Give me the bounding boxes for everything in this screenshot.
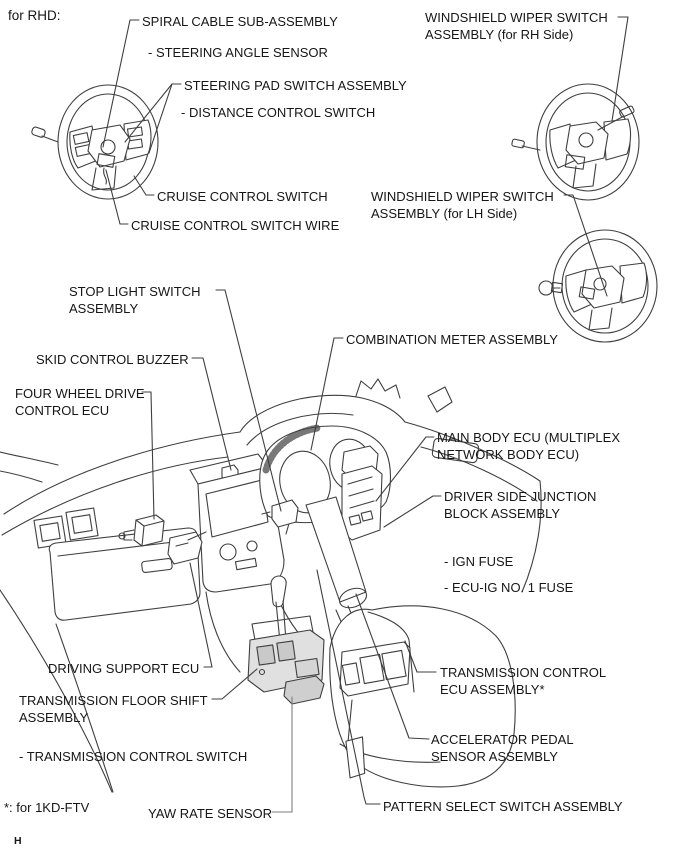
junction-block-part — [342, 446, 382, 540]
shift-knob — [271, 576, 286, 607]
callout-driving-support-ecu: DRIVING SUPPORT ECU — [48, 661, 200, 676]
callout-steering-pad-switch-assembly: STEERING PAD SWITCH ASSEMBLY — [184, 78, 407, 93]
leader-skid-buzzer — [192, 358, 231, 470]
wiper-lever-lh-knob — [539, 281, 553, 295]
floor-shift-part — [248, 576, 324, 704]
leader-yaw-rate — [272, 697, 292, 812]
variant-label: for RHD: — [8, 8, 61, 23]
steering-wheel-lh-drawing — [539, 230, 657, 342]
footnote: *: for 1KD-FTV — [4, 800, 90, 815]
callout-skid-control-buzzer: SKID CONTROL BUZZER — [36, 352, 189, 367]
leader-cruise-switch — [134, 176, 154, 195]
callout-four-wheel-drive-control-ecu: FOUR WHEEL DRIVE CONTROL ECU — [15, 386, 145, 418]
defroster-grille — [356, 379, 400, 398]
callout-ign-fuse: - IGN FUSE — [444, 554, 514, 569]
callout-transmission-floor-shift-assembly: TRANSMISSION FLOOR SHIFT ASSEMBLY — [19, 693, 208, 725]
callout-accelerator-pedal-sensor-assembly: ACCELERATOR PEDAL SENSOR ASSEMBLY — [431, 732, 574, 764]
callout-pattern-select-switch-assembly: PATTERN SELECT SWITCH ASSEMBLY — [383, 799, 623, 814]
callout-ecu-ig-no-1-fuse: - ECU-IG NO. 1 FUSE — [444, 580, 574, 595]
leader-cruise-wire — [106, 170, 128, 224]
steering-wheel-rh-drawing — [512, 84, 639, 200]
callout-distance-control-switch: - DISTANCE CONTROL SWITCH — [181, 105, 376, 120]
callout-windshield-wiper-switch-lh: WINDSHIELD WIPER SWITCH ASSEMBLY (for LH Side) — [371, 189, 554, 221]
page-marker: H — [14, 835, 22, 847]
leader-wiper-rh — [612, 17, 628, 121]
callout-cruise-control-switch: CRUISE CONTROL SWITCH — [157, 189, 328, 204]
callout-stop-light-switch-assembly: STOP LIGHT SWITCH ASSEMBLY — [69, 284, 201, 316]
callout-driver-side-junction-block: DRIVER SIDE JUNCTION BLOCK ASSEMBLY — [444, 489, 597, 521]
callout-transmission-control-switch: - TRANSMISSION CONTROL SWITCH — [19, 749, 248, 764]
steering-wheel-left-drawing — [31, 85, 158, 199]
callout-spiral-cable-sub-assembly: SPIRAL CABLE SUB-ASSEMBLY — [142, 14, 338, 29]
callout-transmission-control-ecu-assembly: TRANSMISSION CONTROL ECU ASSEMBLY* — [440, 665, 607, 697]
callout-yaw-rate-sensor: YAW RATE SENSOR — [148, 806, 272, 821]
callout-main-body-ecu: MAIN BODY ECU (MULTIPLEX NETWORK BODY ECU) — [437, 430, 620, 462]
callout-cruise-control-switch-wire: CRUISE CONTROL SWITCH WIRE — [131, 218, 340, 233]
leader-junction-block — [384, 496, 441, 527]
callout-combination-meter-assembly: COMBINATION METER ASSEMBLY — [346, 332, 558, 347]
callout-windshield-wiper-switch-rh: WINDSHIELD WIPER SWITCH ASSEMBLY (for RH Side) — [425, 10, 608, 42]
leader-steering-pad-b — [149, 84, 172, 153]
callout-steering-angle-sensor: - STEERING ANGLE SENSOR — [148, 45, 328, 60]
